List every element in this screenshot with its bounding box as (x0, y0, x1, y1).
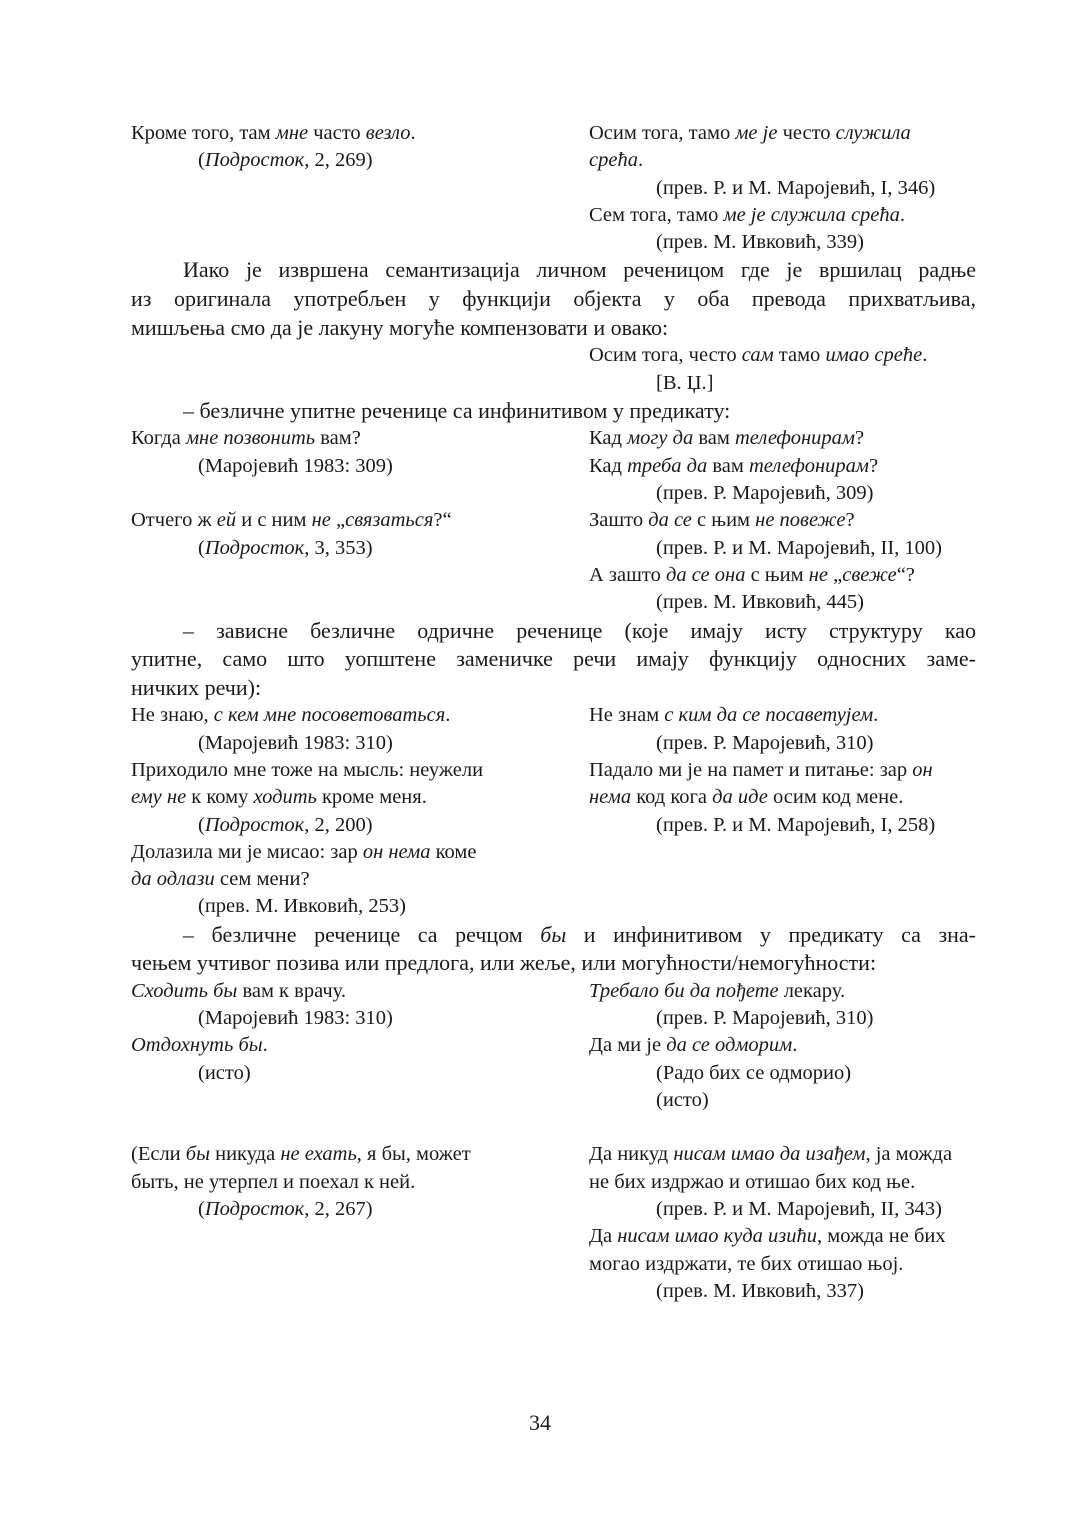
example-line: (прев. Р. и М. Маројевић, II, 100) (656, 536, 942, 559)
example-line: (прев. Р. Маројевић, 310) (656, 1007, 874, 1030)
page-number: 34 (529, 1410, 551, 1435)
serbian-translation-column (589, 507, 976, 616)
russian-original-column (131, 1141, 589, 1305)
example-line: Не знаю, с кем мне посоветоваться. (131, 704, 451, 727)
italic-term: могу да (627, 427, 694, 450)
italic-term: ходить (253, 786, 317, 809)
italic-term: связаться (345, 509, 434, 532)
italic-term: треба да (627, 454, 708, 477)
italic-term: он нема (362, 840, 431, 863)
example-line: Осим тога, тамо ме је често служила (589, 122, 911, 144)
example-pair (131, 425, 976, 507)
italic-term: Подросток (204, 1197, 305, 1220)
paragraph-line: чењем учтивог позива или предлога, или жеље, или могућности/немогућности: (131, 950, 877, 976)
italic-term: Подросток (204, 149, 305, 172)
italic-term: нисам имао да изађем (673, 1143, 866, 1166)
example-line: (прев. М. Ивковић, 337) (656, 1279, 864, 1302)
example-line: Требало би да пођете лекару. (589, 979, 846, 1002)
example-pair (131, 507, 976, 616)
example-line: (исто) (656, 1089, 709, 1112)
example-line: (прев. Р. и М. Маројевић, I, 258) (656, 813, 936, 836)
italic-term: ме је служила срећа (723, 203, 900, 226)
italic-term: не повеже (755, 509, 846, 532)
italic-term: Отдохнуть бы (131, 1034, 263, 1057)
italic-term: да се (648, 509, 692, 532)
italic-term: да се одморим (666, 1034, 793, 1057)
italic-term: Подросток (204, 813, 305, 836)
italic-term: да се она (665, 563, 746, 586)
example-line: Да ми је да се одморим. (589, 1034, 798, 1057)
example-pair (131, 120, 976, 256)
russian-original-column (131, 507, 589, 616)
example-line: Отдохнуть бы. (131, 1034, 268, 1057)
body-paragraph (131, 617, 976, 703)
example-pair (131, 702, 976, 920)
paragraph-line: Иако је извршена семантизација личном реченицом где је вршилац радње (183, 257, 976, 283)
italic-term: сам (741, 344, 774, 367)
example-line: Да нисам имао куда изићи, можда не бих (589, 1225, 946, 1248)
italic-term: Сходить бы (131, 979, 238, 1002)
italic-term: с ким да се посаветујем (664, 704, 874, 727)
example-line: Да никуд нисам имао да изађем, ја можда (589, 1143, 953, 1166)
example-line: (прев. М. Ивковић, 339) (656, 231, 864, 254)
paragraph-line: ничких речи): (131, 674, 262, 700)
paragraph-line: – безличне реченице са речцом бы и инфинитивом у предикату са зна- (183, 921, 977, 947)
example-line: (прев. Р. Маројевић, 309) (656, 482, 874, 505)
example-line: (Подросток, 3, 353) (198, 536, 373, 559)
example-line: (прев. Р. и М. Маројевић, II, 343) (656, 1197, 942, 1220)
example-line: Кад могу да вам телефонирам? (589, 427, 865, 450)
italic-term: да одлази (131, 868, 215, 891)
example-line: (Подросток, 2, 200) (198, 813, 373, 836)
example-line: не бих издржао и отишао бих код ње. (589, 1170, 916, 1193)
italic-term: ему не (131, 786, 187, 809)
example-line: Отчего ж ей и с ним не „связаться?“ (131, 509, 452, 532)
example-line: Кроме того, там мне часто везло. (131, 122, 416, 144)
example-line: [В. Џ.] (656, 371, 714, 394)
paragraph-line: из оригинала употребљен у функцији објекта у оба превода прихватљива, (131, 286, 976, 312)
serbian-translation-column (589, 120, 976, 256)
example-line: (Маројевић 1983: 310) (198, 1007, 393, 1030)
example-line: Не знам с ким да се посаветујем. (589, 704, 879, 727)
example-pair (131, 1141, 976, 1305)
example-line: Падало ми је на памет и питање: зар он (589, 758, 933, 781)
italic-term: нема (589, 786, 632, 809)
italic-term: мне (275, 122, 309, 144)
italic-term: да иде (712, 786, 768, 809)
example-line: (прев. М. Ивковић, 253) (198, 895, 406, 918)
serbian-translation-column (589, 425, 976, 507)
example-line: Когда мне позвонить вам? (131, 427, 361, 450)
italic-term: служила (835, 122, 911, 144)
italic-term: мне позвонить (185, 427, 316, 450)
italic-term: везло (365, 122, 411, 144)
italic-term: с кем мне посоветоваться (213, 704, 446, 727)
example-line: быть, не утерпел и поехал к ней. (131, 1170, 416, 1193)
paragraph-line: упитне, само што уопштене заменичке речи имају функцију односних заме- (131, 646, 976, 672)
example-line: нема код кога да иде осим код мене. (589, 786, 904, 809)
russian-original-column (131, 120, 589, 256)
paragraph-line: – зависне безличне одричне реченице (које имају исту структуру као (183, 617, 976, 643)
example-line: Сходить бы вам к врачу. (131, 979, 346, 1002)
italic-term: срећа (589, 149, 638, 172)
example-line: Приходило мне тоже на мысль: неужели (131, 758, 484, 781)
italic-term: не (808, 563, 828, 586)
italic-term: не ехать (280, 1143, 357, 1166)
body-paragraph (131, 921, 976, 978)
page-body (131, 120, 976, 1305)
italic-term: имао среће (825, 344, 923, 367)
serbian-translation-column (589, 1141, 976, 1305)
example-line: да одлази сем мени? (131, 868, 310, 891)
example-pair (131, 978, 976, 1114)
russian-original-column (131, 702, 589, 920)
example-line: срећа. (589, 149, 644, 172)
russian-original-column (131, 978, 589, 1114)
italic-term: бы (540, 921, 567, 947)
example-line: (прев. Р. и М. Маројевић, I, 346) (656, 176, 936, 199)
example-line: (Подросток, 2, 269) (198, 149, 373, 172)
italic-term: Требало би да пођете (589, 979, 779, 1002)
paragraph-line: мишљења смо да је лакуну могуће компензовати и овако: (131, 314, 669, 340)
example-line: Сем тога, тамо ме је служила срећа. (589, 203, 906, 226)
serbian-translation-column (589, 978, 976, 1114)
italic-term: ме је (735, 122, 778, 144)
example-line: (Маројевић 1983: 309) (198, 454, 393, 477)
russian-original-column (131, 425, 589, 507)
example-line: (прев. М. Ивковић, 445) (656, 591, 864, 614)
body-paragraph (131, 256, 976, 342)
italic-term: ей (216, 509, 237, 532)
italic-term: не (311, 509, 331, 532)
example-pair (131, 342, 976, 397)
italic-term: телефонирам (734, 427, 855, 450)
italic-term: свеже (842, 563, 897, 586)
example-line: (Маројевић 1983: 310) (198, 731, 393, 754)
example-line: А зашто да се она с њим не „свеже“? (589, 563, 915, 586)
italic-term: телефонирам (749, 454, 869, 477)
italic-term: нисам имао куда изићи (617, 1225, 817, 1248)
example-line: Зашто да се с њим не повеже? (589, 509, 855, 532)
russian-original-column (131, 342, 589, 397)
example-line: Кад треба да вам телефонирам? (589, 454, 879, 477)
body-paragraph (131, 397, 976, 426)
paragraph-line: – безличне упитне реченице са инфинитивом у предикату: (183, 397, 731, 423)
italic-term: Подросток (204, 536, 305, 559)
italic-term: он (912, 758, 933, 781)
example-line: (Если бы никуда не ехать, я бы, может (131, 1143, 471, 1166)
example-line: Долазила ми је мисао: зар он нема коме (131, 840, 477, 863)
example-line: (исто) (198, 1061, 251, 1084)
serbian-translation-column (589, 342, 976, 397)
example-line: могао издржати, те бих отишао њој. (589, 1252, 904, 1275)
serbian-translation-column (589, 702, 976, 920)
example-line: (Подросток, 2, 267) (198, 1197, 373, 1220)
example-line: Осим тога, често сам тамо имао среће. (589, 344, 928, 367)
italic-term: бы (185, 1143, 210, 1166)
example-line: ему не к кому ходить кроме меня. (131, 786, 427, 809)
example-line: (прев. Р. Маројевић, 310) (656, 731, 874, 754)
example-line: (Радо бих се одморио) (656, 1061, 852, 1084)
